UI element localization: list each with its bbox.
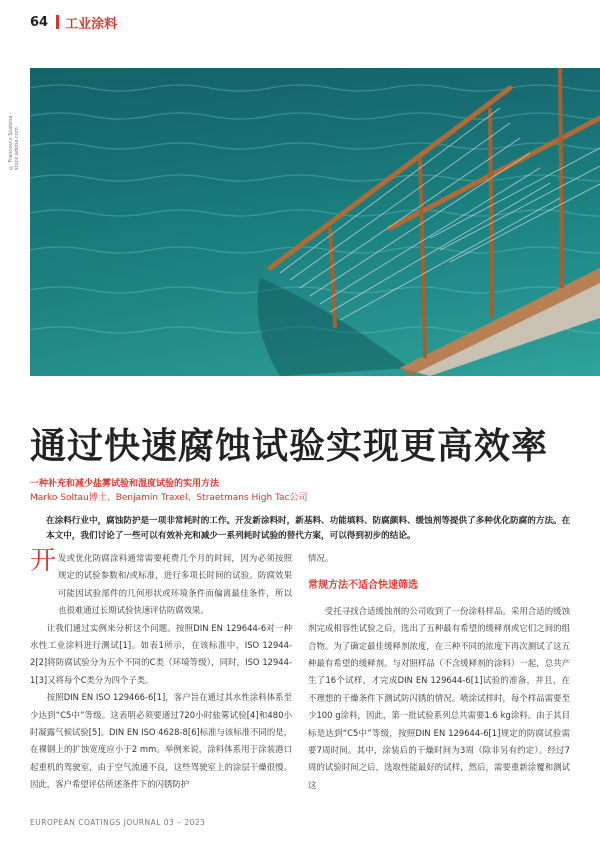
page-header	[30, 12, 117, 32]
intro-paragraph	[30, 546, 292, 620]
body-paragraph: 受托寻找合适缓蚀剂的公司收到了一份涂料样品。采用合适的缓蚀剂完成相容性试验之后，选出了五种最有希望的缓释剂或它们之间的组合物。为了确定最佳缓释剂浓度，在三种不同的浓度下再次测试了这五种最有希望的缓释剂。与对照样品（不含缓释剂的涂料）一起，总共产生了16个试样，才完成DIN EN 129644-6[1]试验的准备，并且，在不理想的干燥条件下测试防闪锈的情况。喷涂试样时，每个样品需要至少100 g涂料，因此，第一批试验系列总共需要1.6 kg涂料。由于其目标是达到“C5中”等级，按照DIN EN 129644-6[1]规定的防腐试验需要7周时间。其中，涂装后的干燥时间为3周（除非另有约定）。经过7周的试验时间之后，选取性能最好的试样，然后，需要重新涂覆和测试这	[308, 605, 570, 790]
article-title: 通过快速腐蚀试验实现更高效率	[30, 426, 549, 467]
header-accent-bar	[56, 15, 59, 29]
body-paragraph: 按照DIN EN ISO 129466-6[1]，客户旨在通过其水性涂料体系至少达到“C5中”等级。这表明必须要通过720小时盐雾试验[4]和480小时凝露气候试验[5]。DIN EN ISO 4628-8[6]标准与该标准不同的是，在裸钢上的扩蚀宽度应小于2 mm。举例来说，涂料体系用于涂装港口起重机的驾驶室，由于空气流通不良，这些驾驶室上的涂层干燥很慢。因此，客户希望评估所述条件下的闪锈防护	[30, 692, 292, 790]
left-column	[30, 546, 292, 794]
section-heading: 常规方法不适合快速筛选	[308, 580, 418, 592]
body-paragraph: 情况。	[308, 553, 334, 563]
intro-text: 发或优化防腐涂料通常需要耗费几个月的时间，因为必须按照规定的试验参数和/或标准，进行多项长时间的试验。防腐效果可能因试验部件的几何形状或环境条件而偏离最佳条件，所以也很难通过长期试验快速评估防腐效果。	[58, 553, 292, 616]
article-abstract: 在涂料行业中，腐蚀防护是一项非常耗时的工作。开发新涂料时，新基料、功能填料、防腐颜料、缓蚀剂等提供了多种优化防腐的方法。在本文中，我们讨论了一些可以有效补充和减少一系列耗时试验的替代方案，可以得到初步的结论。	[46, 516, 571, 541]
drop-cap: 开	[30, 546, 57, 576]
article-subtitle: 一种补充和减少盐雾试验和湿度试验的实用方法	[30, 479, 220, 489]
section-label: 工业涂料	[65, 16, 118, 32]
body-paragraph: 让我们通过实例来分析这个问题。按照DIN EN 129644-6对一种水性工业涂料进行测试[1]。如表1所示，在该标准中，ISO 12944-2[2]将防腐试验分为五个不同的C类（环境等级），同时，ISO 12944-1[3]又将每个C类分为四个子类。	[30, 622, 292, 685]
page-number: 64	[30, 14, 49, 30]
photo-credit: © Francesco Scatena - stock.adobe.com	[8, 112, 20, 170]
stairs-in-sea-image	[30, 68, 600, 376]
page-footer: EUROPEAN COATINGS JOURNAL 03 – 2023	[30, 818, 206, 827]
article-authors: Marko Soltau博士、Benjamin Traxel、Straetmans High Tac公司	[30, 493, 308, 503]
right-column	[308, 550, 570, 794]
hero-photo	[30, 68, 600, 376]
